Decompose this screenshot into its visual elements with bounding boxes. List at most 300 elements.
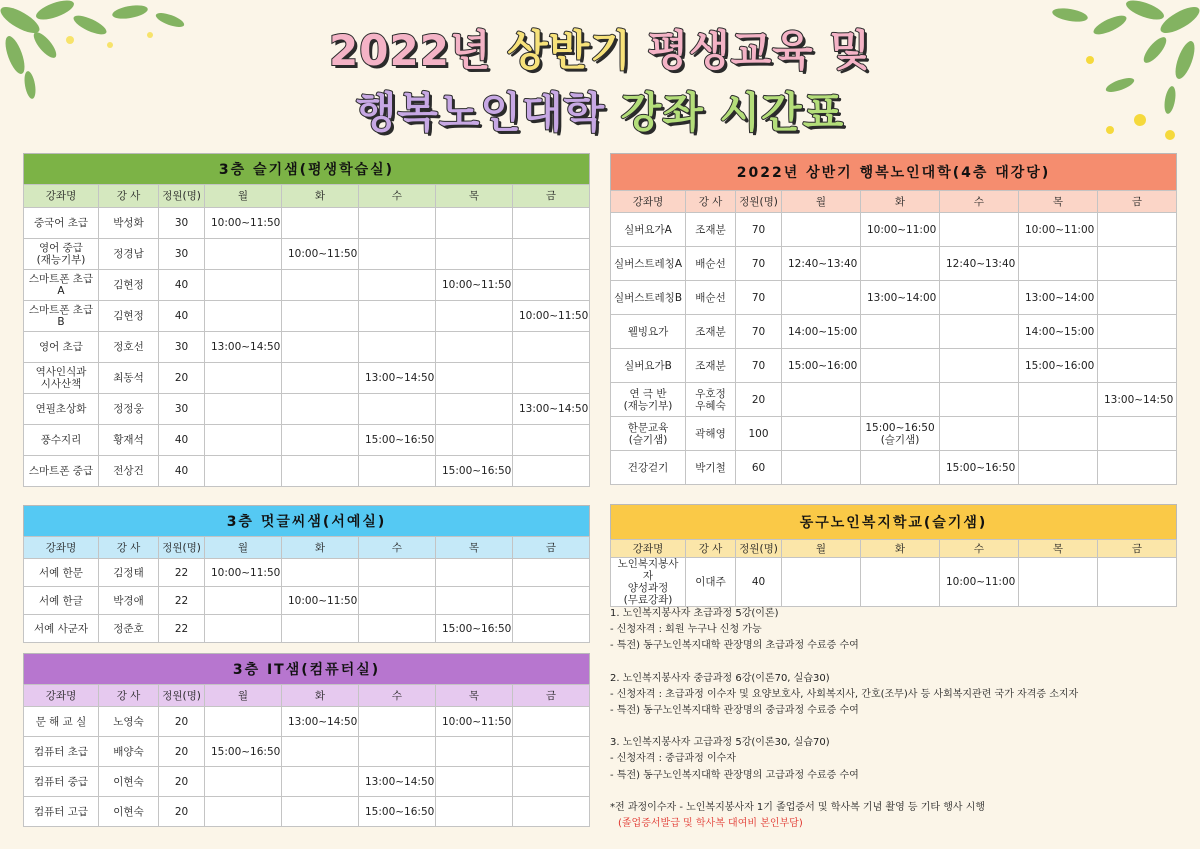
tue-header: 화 bbox=[861, 540, 940, 558]
quota-cell: 20 bbox=[159, 363, 205, 394]
teacher-cell: 박기철 bbox=[686, 451, 736, 485]
schedule-cell-tue: 10:00~11:50 bbox=[282, 239, 359, 270]
schedule-cell-wed: 13:00~14:50 bbox=[359, 363, 436, 394]
title-timetable: 강좌 시간표 bbox=[620, 88, 845, 137]
schedule-cell-wed bbox=[359, 559, 436, 587]
welfare-table bbox=[610, 539, 1177, 607]
schedule-cell-mon bbox=[205, 456, 282, 487]
schedule-cell-thu bbox=[1019, 558, 1098, 607]
course-header: 강좌명 bbox=[24, 185, 99, 208]
table-row bbox=[24, 363, 590, 394]
tue-header: 화 bbox=[861, 191, 940, 213]
teacher-cell: 최동석 bbox=[99, 363, 159, 394]
computer-table bbox=[23, 684, 590, 827]
teacher-cell: 전상건 bbox=[99, 456, 159, 487]
schedule-cell-tue: 10:00~11:00 bbox=[861, 213, 940, 247]
schedule-cell-wed bbox=[359, 615, 436, 643]
note-line: *전 과정이수자 - 노인복지봉사자 1기 졸업증서 및 학사복 기념 촬영 등 기타 행사 시행 bbox=[610, 801, 986, 813]
title-senior-univ: 행복노인대학 bbox=[355, 88, 606, 137]
quota-header: 정원(명) bbox=[736, 191, 782, 213]
schedule-cell-tue bbox=[282, 615, 359, 643]
course-name-cell: 스마트폰 초급 A bbox=[24, 270, 99, 301]
teacher-cell: 배양숙 bbox=[99, 737, 159, 767]
schedule-cell-tue: 15:00~16:50 (슬기샘) bbox=[861, 417, 940, 451]
tue-header: 화 bbox=[282, 537, 359, 559]
computer-block-title: 3층 IT샘(컴퓨터실) bbox=[23, 653, 590, 684]
note-line: - 특전) 동구노인복지대학 관장명의 고급과정 수료증 수여 bbox=[610, 769, 859, 781]
schedule-cell-wed bbox=[940, 383, 1019, 417]
schedule-cell-fri bbox=[1098, 213, 1177, 247]
table-row bbox=[611, 315, 1177, 349]
schedule-cell-wed bbox=[940, 281, 1019, 315]
schedule-cell-mon bbox=[205, 767, 282, 797]
schedule-cell-wed bbox=[359, 707, 436, 737]
quota-cell: 70 bbox=[736, 281, 782, 315]
quota-cell: 30 bbox=[159, 208, 205, 239]
quota-header: 정원(명) bbox=[159, 537, 205, 559]
schedule-cell-thu bbox=[436, 797, 513, 827]
table-row bbox=[611, 558, 1177, 607]
welfare-block bbox=[610, 504, 1177, 607]
schedule-cell-wed: 12:40~13:40 bbox=[940, 247, 1019, 281]
quota-cell: 20 bbox=[159, 707, 205, 737]
teacher-cell: 노영숙 bbox=[99, 707, 159, 737]
quota-header: 정원(명) bbox=[736, 540, 782, 558]
schedule-cell-thu bbox=[436, 208, 513, 239]
schedule-cell-thu bbox=[1019, 451, 1098, 485]
mon-header: 월 bbox=[782, 191, 861, 213]
schedule-cell-tue: 13:00~14:50 bbox=[282, 707, 359, 737]
table-row bbox=[24, 767, 590, 797]
quota-cell: 20 bbox=[159, 797, 205, 827]
teacher-cell: 박성화 bbox=[99, 208, 159, 239]
course-name-cell: 컴퓨터 중급 bbox=[24, 767, 99, 797]
quota-cell: 70 bbox=[736, 349, 782, 383]
schedule-cell-tue bbox=[282, 208, 359, 239]
quota-cell: 20 bbox=[159, 767, 205, 797]
schedule-cell-fri bbox=[513, 456, 590, 487]
quota-header: 정원(명) bbox=[159, 685, 205, 707]
schedule-cell-wed bbox=[940, 349, 1019, 383]
schedule-cell-mon: 10:00~11:50 bbox=[205, 559, 282, 587]
schedule-cell-mon bbox=[205, 394, 282, 425]
schedule-cell-thu bbox=[1019, 383, 1098, 417]
schedule-cell-tue bbox=[282, 456, 359, 487]
quota-cell: 40 bbox=[159, 301, 205, 332]
note-line: - 신청자격 : 중급과정 이수자 bbox=[610, 753, 736, 765]
teacher-cell: 정경남 bbox=[99, 239, 159, 270]
teacher-cell: 배순선 bbox=[686, 247, 736, 281]
schedule-cell-thu: 14:00~15:00 bbox=[1019, 315, 1098, 349]
schedule-cell-fri bbox=[1098, 558, 1177, 607]
quota-cell: 20 bbox=[159, 737, 205, 767]
senior-table bbox=[610, 190, 1177, 485]
schedule-cell-tue bbox=[282, 737, 359, 767]
table-row bbox=[24, 615, 590, 643]
schedule-cell-wed bbox=[359, 301, 436, 332]
note-line: - 특전) 동구노인복지대학 관장명의 초급과정 수료증 수여 bbox=[610, 640, 859, 652]
schedule-cell-tue: 13:00~14:00 bbox=[861, 281, 940, 315]
course-name-cell: 스마트폰 초급 B bbox=[24, 301, 99, 332]
schedule-cell-tue bbox=[282, 394, 359, 425]
schedule-cell-fri bbox=[513, 797, 590, 827]
course-header: 강좌명 bbox=[24, 537, 99, 559]
lifelong-block-title: 3층 슬기샘(평생학습실) bbox=[23, 153, 590, 184]
schedule-cell-mon bbox=[205, 797, 282, 827]
schedule-cell-fri bbox=[513, 767, 590, 797]
quota-cell: 22 bbox=[159, 559, 205, 587]
table-row bbox=[611, 349, 1177, 383]
table-row bbox=[24, 239, 590, 270]
page-title-line1 bbox=[0, 18, 1200, 78]
course-name-cell: 연필초상화 bbox=[24, 394, 99, 425]
course-header: 강좌명 bbox=[611, 540, 686, 558]
schedule-cell-thu: 10:00~11:50 bbox=[436, 270, 513, 301]
schedule-cell-mon: 15:00~16:00 bbox=[782, 349, 861, 383]
schedule-cell-mon bbox=[782, 281, 861, 315]
schedule-cell-wed bbox=[359, 394, 436, 425]
quota-cell: 30 bbox=[159, 239, 205, 270]
table-row bbox=[611, 213, 1177, 247]
schedule-cell-wed: 15:00~16:50 bbox=[359, 425, 436, 456]
schedule-cell-wed bbox=[359, 587, 436, 615]
schedule-cell-mon bbox=[205, 425, 282, 456]
schedule-cell-tue bbox=[861, 558, 940, 607]
schedule-cell-wed: 15:00~16:50 bbox=[359, 797, 436, 827]
teacher-header: 강 사 bbox=[686, 540, 736, 558]
schedule-cell-thu bbox=[436, 737, 513, 767]
schedule-cell-mon bbox=[205, 707, 282, 737]
schedule-cell-mon bbox=[205, 363, 282, 394]
note-line: 1. 노인복지봉사자 초급과정 5강(이론) bbox=[610, 608, 779, 619]
schedule-cell-fri bbox=[1098, 315, 1177, 349]
fri-header: 금 bbox=[1098, 540, 1177, 558]
table-row bbox=[24, 425, 590, 456]
schedule-cell-tue bbox=[282, 301, 359, 332]
schedule-cell-fri bbox=[513, 559, 590, 587]
course-header: 강좌명 bbox=[611, 191, 686, 213]
table-row bbox=[611, 451, 1177, 485]
note-line: 3. 노인복지봉사자 고급과정 5강(이론30, 실습70) bbox=[610, 737, 830, 749]
quota-cell: 100 bbox=[736, 417, 782, 451]
schedule-cell-thu bbox=[436, 301, 513, 332]
teacher-cell: 배순선 bbox=[686, 281, 736, 315]
schedule-cell-tue bbox=[282, 767, 359, 797]
table-row bbox=[24, 270, 590, 301]
teacher-cell: 조재분 bbox=[686, 315, 736, 349]
schedule-cell-thu: 13:00~14:00 bbox=[1019, 281, 1098, 315]
schedule-cell-tue bbox=[861, 451, 940, 485]
schedule-cell-wed bbox=[359, 456, 436, 487]
schedule-cell-fri: 13:00~14:50 bbox=[513, 394, 590, 425]
schedule-cell-fri bbox=[513, 587, 590, 615]
quota-cell: 30 bbox=[159, 394, 205, 425]
quota-cell: 40 bbox=[159, 270, 205, 301]
table-row bbox=[24, 587, 590, 615]
schedule-cell-thu: 15:00~16:00 bbox=[1019, 349, 1098, 383]
schedule-cell-fri bbox=[513, 615, 590, 643]
welfare-block-title: 동구노인복지학교(슬기샘) bbox=[610, 504, 1177, 539]
schedule-cell-mon bbox=[205, 587, 282, 615]
schedule-cell-mon bbox=[205, 239, 282, 270]
quota-cell: 20 bbox=[736, 383, 782, 417]
quota-cell: 40 bbox=[736, 558, 782, 607]
table-row bbox=[24, 332, 590, 363]
course-name-cell: 컴퓨터 초급 bbox=[24, 737, 99, 767]
course-name-cell: 한문교육 (슬기샘) bbox=[611, 417, 686, 451]
wed-header: 수 bbox=[359, 537, 436, 559]
schedule-cell-tue bbox=[282, 270, 359, 301]
thu-header: 목 bbox=[436, 685, 513, 707]
quota-cell: 22 bbox=[159, 615, 205, 643]
schedule-cell-wed bbox=[940, 315, 1019, 349]
schedule-cell-fri: 10:00~11:50 bbox=[513, 301, 590, 332]
fri-header: 금 bbox=[513, 185, 590, 208]
lifelong-table bbox=[23, 184, 590, 487]
schedule-cell-thu: 15:00~16:50 bbox=[436, 615, 513, 643]
teacher-cell: 박경애 bbox=[99, 587, 159, 615]
mon-header: 월 bbox=[782, 540, 861, 558]
quota-cell: 70 bbox=[736, 213, 782, 247]
schedule-cell-fri bbox=[513, 707, 590, 737]
schedule-cell-thu bbox=[436, 332, 513, 363]
table-row bbox=[24, 456, 590, 487]
schedule-cell-wed bbox=[359, 737, 436, 767]
course-name-cell: 컴퓨터 고급 bbox=[24, 797, 99, 827]
schedule-cell-thu bbox=[436, 239, 513, 270]
course-name-cell: 실버스트레칭B bbox=[611, 281, 686, 315]
teacher-cell: 김현정 bbox=[99, 301, 159, 332]
quota-cell: 30 bbox=[159, 332, 205, 363]
course-name-cell: 서예 한글 bbox=[24, 587, 99, 615]
schedule-cell-fri bbox=[513, 208, 590, 239]
table-row bbox=[611, 417, 1177, 451]
schedule-cell-fri: 13:00~14:50 bbox=[1098, 383, 1177, 417]
course-name-cell: 중국어 초급 bbox=[24, 208, 99, 239]
mon-header: 월 bbox=[205, 537, 282, 559]
schedule-cell-wed bbox=[359, 332, 436, 363]
teacher-cell: 김정태 bbox=[99, 559, 159, 587]
note-line: - 특전) 동구노인복지대학 관장명의 중급과정 수료증 수여 bbox=[610, 705, 859, 717]
fri-header: 금 bbox=[513, 685, 590, 707]
schedule-cell-fri bbox=[513, 239, 590, 270]
teacher-cell: 이대주 bbox=[686, 558, 736, 607]
schedule-cell-mon: 12:40~13:40 bbox=[782, 247, 861, 281]
schedule-cell-thu bbox=[436, 587, 513, 615]
course-header: 강좌명 bbox=[24, 685, 99, 707]
schedule-cell-fri bbox=[513, 332, 590, 363]
quota-cell: 60 bbox=[736, 451, 782, 485]
schedule-cell-tue bbox=[861, 247, 940, 281]
tue-header: 화 bbox=[282, 685, 359, 707]
quota-cell: 40 bbox=[159, 456, 205, 487]
teacher-cell: 이현숙 bbox=[99, 767, 159, 797]
schedule-cell-mon: 14:00~15:00 bbox=[782, 315, 861, 349]
teacher-cell: 우호정 우혜숙 bbox=[686, 383, 736, 417]
table-row bbox=[611, 247, 1177, 281]
schedule-cell-thu bbox=[436, 363, 513, 394]
quota-cell: 22 bbox=[159, 587, 205, 615]
schedule-cell-thu bbox=[436, 425, 513, 456]
fri-header: 금 bbox=[513, 537, 590, 559]
note-line bbox=[610, 784, 1180, 800]
course-name-cell: 실버요가A bbox=[611, 213, 686, 247]
note-line: - 신청자격 : 초급과정 이수자 및 요양보호사, 사회복지사, 간호(조무)사 등 사회복지관련 국가 자격증 소지자 bbox=[610, 688, 1079, 700]
schedule-cell-fri bbox=[513, 425, 590, 456]
teacher-cell: 정호선 bbox=[99, 332, 159, 363]
schedule-cell-thu bbox=[1019, 417, 1098, 451]
calligraphy-block bbox=[23, 505, 590, 643]
note-cost-warning: (졸업증서발급 및 학사복 대여비 본인부담) bbox=[618, 818, 803, 830]
wed-header: 수 bbox=[359, 185, 436, 208]
thu-header: 목 bbox=[436, 537, 513, 559]
schedule-cell-thu bbox=[436, 767, 513, 797]
schedule-cell-wed bbox=[359, 239, 436, 270]
schedule-cell-fri bbox=[1098, 451, 1177, 485]
schedule-cell-mon bbox=[782, 213, 861, 247]
thu-header: 목 bbox=[436, 185, 513, 208]
table-row bbox=[24, 559, 590, 587]
wed-header: 수 bbox=[940, 540, 1019, 558]
schedule-cell-tue bbox=[861, 383, 940, 417]
calligraphy-table bbox=[23, 536, 590, 643]
mon-header: 월 bbox=[205, 185, 282, 208]
table-row bbox=[24, 301, 590, 332]
schedule-cell-thu bbox=[436, 559, 513, 587]
schedule-cell-wed bbox=[359, 208, 436, 239]
schedule-cell-tue bbox=[282, 425, 359, 456]
table-row bbox=[24, 797, 590, 827]
note-line bbox=[610, 655, 1180, 671]
schedule-cell-mon bbox=[782, 417, 861, 451]
schedule-cell-fri bbox=[513, 270, 590, 301]
schedule-cell-wed bbox=[940, 213, 1019, 247]
tue-header: 화 bbox=[282, 185, 359, 208]
calligraphy-block-title: 3층 멋글씨샘(서예실) bbox=[23, 505, 590, 536]
schedule-cell-fri bbox=[513, 737, 590, 767]
table-row bbox=[24, 394, 590, 425]
schedule-cell-thu: 10:00~11:50 bbox=[436, 707, 513, 737]
course-name-cell: 실버스트레칭A bbox=[611, 247, 686, 281]
teacher-cell: 정정웅 bbox=[99, 394, 159, 425]
schedule-cell-mon: 15:00~16:50 bbox=[205, 737, 282, 767]
title-year: 2022년 bbox=[329, 26, 492, 75]
teacher-header: 강 사 bbox=[99, 185, 159, 208]
course-name-cell: 영어 초급 bbox=[24, 332, 99, 363]
course-name-cell: 노인복지봉사자 양성과정 (무료강좌) bbox=[611, 558, 686, 607]
schedule-cell-tue bbox=[861, 349, 940, 383]
schedule-cell-tue bbox=[282, 797, 359, 827]
schedule-cell-wed bbox=[359, 270, 436, 301]
table-row bbox=[24, 707, 590, 737]
table-row bbox=[611, 383, 1177, 417]
note-line bbox=[610, 719, 1180, 735]
schedule-cell-tue bbox=[282, 363, 359, 394]
schedule-cell-mon bbox=[782, 451, 861, 485]
quota-cell: 70 bbox=[736, 315, 782, 349]
note-line: - 신청자격 : 회원 누구나 신청 가능 bbox=[610, 624, 762, 636]
schedule-cell-thu bbox=[436, 394, 513, 425]
teacher-cell: 조재분 bbox=[686, 213, 736, 247]
quota-header: 정원(명) bbox=[159, 185, 205, 208]
teacher-header: 강 사 bbox=[99, 685, 159, 707]
quota-cell: 40 bbox=[159, 425, 205, 456]
table-row bbox=[24, 208, 590, 239]
mon-header: 월 bbox=[205, 685, 282, 707]
schedule-cell-mon bbox=[205, 615, 282, 643]
course-name-cell: 실버요가B bbox=[611, 349, 686, 383]
computer-block bbox=[23, 653, 590, 827]
schedule-cell-mon bbox=[205, 270, 282, 301]
schedule-cell-wed: 15:00~16:50 bbox=[940, 451, 1019, 485]
thu-header: 목 bbox=[1019, 540, 1098, 558]
course-name-cell: 웰빙요가 bbox=[611, 315, 686, 349]
schedule-cell-fri bbox=[1098, 417, 1177, 451]
course-name-cell: 서예 사군자 bbox=[24, 615, 99, 643]
lifelong-block bbox=[23, 153, 590, 487]
schedule-cell-tue bbox=[282, 559, 359, 587]
schedule-cell-thu: 10:00~11:00 bbox=[1019, 213, 1098, 247]
thu-header: 목 bbox=[1019, 191, 1098, 213]
schedule-cell-thu: 15:00~16:50 bbox=[436, 456, 513, 487]
wed-header: 수 bbox=[940, 191, 1019, 213]
schedule-cell-tue bbox=[861, 315, 940, 349]
schedule-cell-fri bbox=[1098, 281, 1177, 315]
teacher-header: 강 사 bbox=[99, 537, 159, 559]
schedule-cell-mon bbox=[782, 558, 861, 607]
schedule-cell-fri bbox=[1098, 349, 1177, 383]
teacher-cell: 조재분 bbox=[686, 349, 736, 383]
teacher-cell: 이현숙 bbox=[99, 797, 159, 827]
note-line: 2. 노인복지봉사자 중급과정 6강(이론70, 실습30) bbox=[610, 672, 830, 684]
fri-header: 금 bbox=[1098, 191, 1177, 213]
course-name-cell: 서예 한문 bbox=[24, 559, 99, 587]
welfare-notes bbox=[610, 606, 1180, 832]
course-name-cell: 풍수지리 bbox=[24, 425, 99, 456]
schedule-cell-mon bbox=[205, 301, 282, 332]
schedule-cell-fri bbox=[1098, 247, 1177, 281]
table-row bbox=[24, 737, 590, 767]
course-name-cell: 문 해 교 실 bbox=[24, 707, 99, 737]
schedule-cell-wed: 13:00~14:50 bbox=[359, 767, 436, 797]
schedule-cell-tue bbox=[282, 332, 359, 363]
schedule-cell-mon: 10:00~11:50 bbox=[205, 208, 282, 239]
course-name-cell: 건강걷기 bbox=[611, 451, 686, 485]
schedule-cell-wed: 10:00~11:00 bbox=[940, 558, 1019, 607]
page-title-line2 bbox=[0, 80, 1200, 140]
teacher-header: 강 사 bbox=[686, 191, 736, 213]
schedule-cell-wed bbox=[940, 417, 1019, 451]
schedule-cell-tue: 10:00~11:50 bbox=[282, 587, 359, 615]
table-row bbox=[611, 281, 1177, 315]
teacher-cell: 황재석 bbox=[99, 425, 159, 456]
course-name-cell: 연 극 반 (재능기부) bbox=[611, 383, 686, 417]
teacher-cell: 정준호 bbox=[99, 615, 159, 643]
schedule-cell-mon bbox=[782, 383, 861, 417]
schedule-cell-mon: 13:00~14:50 bbox=[205, 332, 282, 363]
course-name-cell: 역사인식과 시사산책 bbox=[24, 363, 99, 394]
teacher-cell: 김현정 bbox=[99, 270, 159, 301]
title-lifelong: 평생교육 및 bbox=[647, 26, 871, 75]
course-name-cell: 스마트폰 중급 bbox=[24, 456, 99, 487]
teacher-cell: 곽해영 bbox=[686, 417, 736, 451]
senior-block bbox=[610, 153, 1177, 485]
wed-header: 수 bbox=[359, 685, 436, 707]
course-name-cell: 영어 중급 (재능기부) bbox=[24, 239, 99, 270]
schedule-cell-thu bbox=[1019, 247, 1098, 281]
title-half: 상반기 bbox=[507, 26, 632, 75]
schedule-cell-fri bbox=[513, 363, 590, 394]
